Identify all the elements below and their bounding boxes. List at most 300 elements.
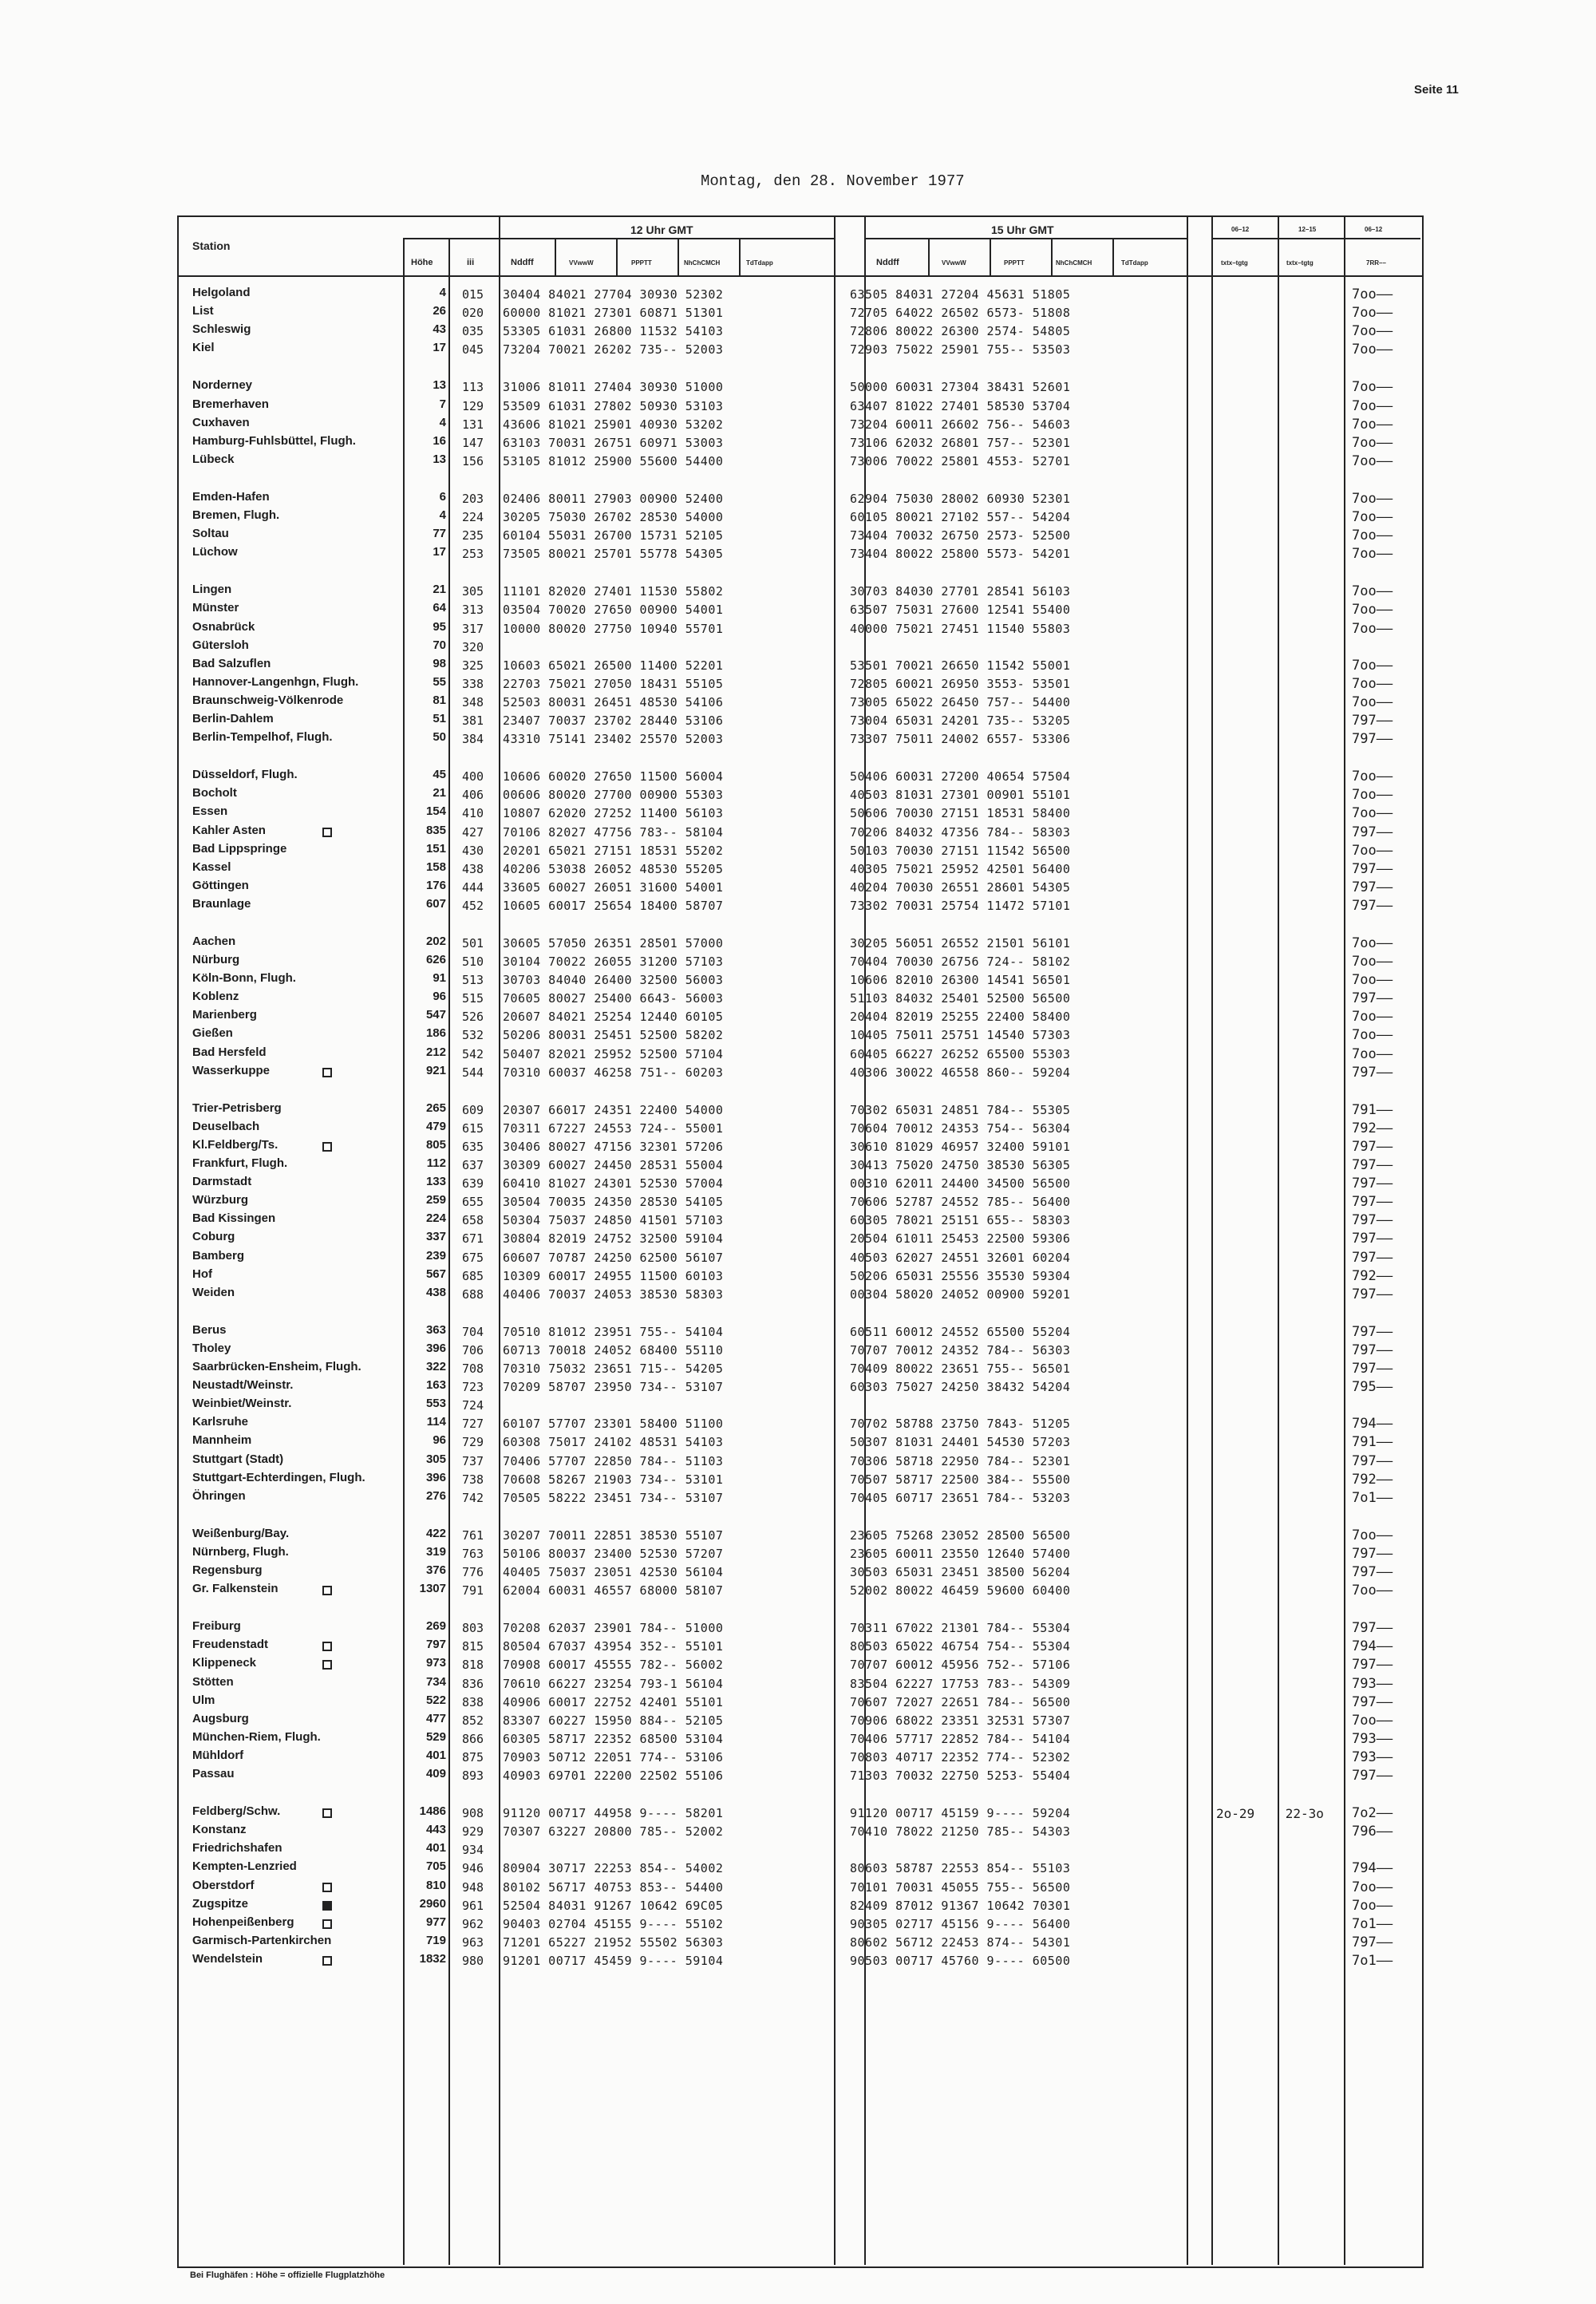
station-id: 129 [462,399,484,413]
observation-15-utc: 40503 62027 24551 32601 60204 [850,1251,1071,1265]
header-midline-left [403,238,499,239]
station-elevation: 13 [433,378,446,392]
table-row [0,1378,1596,1397]
station-elevation: 77 [433,527,446,540]
empty-square-icon [322,1642,332,1651]
observation-15-utc: 30610 81029 46957 32400 59101 [850,1140,1071,1154]
precipitation-group: 797–– [1352,1342,1393,1358]
station-elevation: 4 [439,508,446,522]
precipitation-group: 7oo–– [1352,1027,1393,1043]
precipitation-group: 797–– [1352,824,1393,840]
station-id: 542 [462,1047,484,1061]
table-row [0,322,1596,341]
observation-12-utc: 60000 81021 27301 60871 51301 [503,306,724,320]
station-name: Nürnberg, Flugh. [192,1545,289,1559]
header-nddff-12: Nddff [511,258,534,267]
subcol-line-8 [1112,238,1114,275]
precipitation-group: 7oo–– [1352,379,1393,395]
header-tx-tg-1: txtx–tgtg [1221,259,1248,267]
station-id: 961 [462,1899,484,1913]
station-elevation: 409 [425,1767,446,1780]
station-id: 929 [462,1824,484,1839]
table-row [0,1527,1596,1545]
station-elevation: 186 [425,1026,446,1040]
precipitation-group: 797–– [1352,1065,1393,1081]
table-row [0,1120,1596,1138]
station-name: Kl.Feldberg/Ts. [192,1138,279,1152]
observation-12-utc: 30406 80027 47156 32301 57206 [503,1140,724,1154]
header-ppptt-15: PPPTT [1004,259,1025,267]
table-row [0,657,1596,675]
table-row [0,1545,1596,1563]
observation-12-utc: 80904 30717 22253 854-- 54002 [503,1861,724,1875]
observation-12-utc: 71201 65227 21952 55502 56303 [503,1935,724,1950]
precipitation-group: 7oo–– [1352,602,1393,618]
observation-12-utc: 30205 75030 26702 28530 54000 [503,510,724,524]
precipitation-group: 797–– [1352,1657,1393,1673]
observation-15-utc: 73006 70022 25801 4553- 52701 [850,454,1071,468]
table-row [0,1656,1596,1674]
station-elevation: 401 [425,1841,446,1855]
observation-12-utc: 70608 58267 21903 734-- 53101 [503,1472,724,1487]
filled-square-icon [322,1901,332,1911]
observation-12-utc: 60305 58717 22352 68500 53104 [503,1732,724,1746]
table-row [0,378,1596,397]
table-row [0,583,1596,601]
station-elevation: 396 [425,1342,446,1355]
observation-15-utc: 73204 60011 26602 756-- 54603 [850,417,1071,432]
observation-12-utc: 70106 82027 47756 783-- 58104 [503,825,724,840]
precipitation-group: 7oo–– [1352,658,1393,674]
station-elevation: 6 [439,490,446,504]
table-row [0,1489,1596,1508]
station-id: 113 [462,380,484,394]
station-id: 791 [462,1583,484,1598]
station-id: 934 [462,1843,484,1857]
precipitation-group: 7oo–– [1352,805,1393,821]
station-elevation: 43 [433,322,446,336]
station-id: 203 [462,492,484,506]
station-elevation: 547 [425,1008,446,1022]
observation-12-utc: 20201 65021 27151 18531 55202 [503,844,724,858]
station-elevation: 81 [433,694,446,707]
station-elevation: 705 [425,1859,446,1873]
observation-12-utc: 60107 57707 23301 58400 51100 [503,1417,724,1431]
observation-15-utc: 70409 80022 23651 755-- 56501 [850,1361,1071,1376]
station-elevation: 212 [425,1045,446,1059]
precipitation-group: 7oo–– [1352,509,1393,525]
precipitation-group: 7oo–– [1352,583,1393,599]
station-name: Hohenpeißenberg [192,1915,294,1929]
station-name: Bad Hersfeld [192,1045,267,1059]
precipitation-group: 797–– [1352,1250,1393,1266]
observation-12-utc: 62004 60031 46557 68000 58107 [503,1583,724,1598]
header-midline-15 [864,238,1187,239]
station-name: Köln-Bonn, Flugh. [192,971,296,985]
station-id: 738 [462,1472,484,1487]
observation-15-utc: 73302 70031 25754 11472 57101 [850,899,1071,913]
observation-15-utc: 30413 75020 24750 38530 56305 [850,1158,1071,1172]
station-elevation: 98 [433,657,446,670]
station-id: 980 [462,1954,484,1968]
station-name: Stuttgart-Echterdingen, Flugh. [192,1471,365,1484]
precipitation-group: 7oo–– [1352,453,1393,469]
observation-12-utc: 40406 70037 24053 38530 58303 [503,1287,724,1302]
station-id: 875 [462,1750,484,1765]
station-elevation: 522 [425,1693,446,1707]
observation-15-utc: 70406 57717 22852 784-- 54104 [850,1732,1071,1746]
station-name: Kahler Asten [192,824,266,837]
precipitation-group: 7oo–– [1352,694,1393,710]
station-elevation: 396 [425,1471,446,1484]
station-id: 635 [462,1140,484,1154]
observation-12-utc: 10807 62020 27252 11400 56103 [503,806,724,820]
station-name: Soltau [192,527,229,540]
observation-12-utc: 03504 70020 27650 00900 54001 [503,603,724,617]
observation-15-utc: 70405 60717 23651 784-- 53203 [850,1491,1071,1505]
observation-15-utc: 20504 61011 25453 22500 59306 [850,1231,1071,1246]
observation-12-utc: 00606 80020 27700 00900 55303 [503,788,724,802]
table-row [0,1064,1596,1082]
station-elevation: 95 [433,620,446,634]
observation-12-utc: 60410 81027 24301 52530 57004 [503,1176,724,1191]
precipitation-group: 7oo–– [1352,621,1393,637]
observation-15-utc: 73005 65022 26450 757-- 54400 [850,695,1071,709]
observation-15-utc: 10405 75011 25751 14540 57303 [850,1028,1071,1042]
station-id: 035 [462,324,484,338]
observation-12-utc: 43310 75141 23402 25570 52003 [503,732,724,746]
observation-15-utc: 60405 66227 26252 65500 55303 [850,1047,1071,1061]
observation-12-utc: 30703 84040 26400 32500 56003 [503,973,724,987]
observation-15-utc: 40305 75021 25952 42501 56400 [850,862,1071,876]
observation-15-utc: 70906 68022 23351 32531 57307 [850,1713,1071,1728]
precipitation-group: 791–– [1352,1434,1393,1450]
observation-12-utc: 30404 84021 27704 30930 52302 [503,287,724,302]
table-row [0,1415,1596,1433]
station-name: Darmstadt [192,1175,252,1188]
precipitation-group: 797–– [1352,898,1393,914]
station-name: Bremen, Flugh. [192,508,280,522]
header-nhchcmch-12: NhChCMCH [684,259,721,267]
precipitation-group: 7oo–– [1352,1046,1393,1062]
observation-15-utc: 73404 80022 25800 5573- 54201 [850,547,1071,561]
table-row [0,1286,1596,1304]
observation-15-utc: 73404 70032 26750 2573- 52500 [850,528,1071,543]
station-id: 384 [462,732,484,746]
station-name: Lüchow [192,545,238,559]
observation-12-utc: 53509 61031 27802 50930 53103 [503,399,724,413]
precipitation-group: 7o1–– [1352,1490,1393,1506]
precipitation-group: 7oo–– [1352,1009,1393,1025]
observation-12-utc: 63103 70031 26751 60971 53003 [503,436,724,450]
table-row [0,935,1596,953]
observation-15-utc: 70302 65031 24851 784-- 55305 [850,1103,1071,1117]
precipitation-group: 797–– [1352,1564,1393,1580]
table-row [0,1934,1596,1952]
observation-12-utc: 90403 02704 45155 9---- 55102 [503,1917,724,1931]
station-id: 761 [462,1528,484,1543]
observation-12-utc: 80504 67037 43954 352-- 55101 [503,1639,724,1654]
page-number: Seite 11 [1414,83,1459,97]
station-id: 452 [462,899,484,913]
station-id: 946 [462,1861,484,1875]
empty-square-icon [322,828,332,837]
station-id: 045 [462,342,484,357]
observation-15-utc: 30205 56051 26552 21501 56101 [850,936,1071,950]
station-name: Lingen [192,583,232,596]
observation-15-utc: 82409 87012 91367 10642 70301 [850,1899,1071,1913]
precipitation-group: 7o1–– [1352,1916,1393,1932]
precipitation-group: 797–– [1352,731,1393,747]
precipitation-group: 797–– [1352,1286,1393,1302]
station-id: 224 [462,510,484,524]
station-name: Stuttgart (Stadt) [192,1452,284,1466]
table-row [0,1211,1596,1230]
table-row [0,971,1596,990]
precipitation-group: 793–– [1352,1676,1393,1692]
header-nhchcmch-15: NhChCMCH [1056,259,1092,267]
station-name: Aachen [192,935,236,948]
observation-12-utc: 22703 75021 27050 18431 55105 [503,677,724,691]
observation-15-utc: 70410 78022 21250 785-- 54303 [850,1824,1071,1839]
observation-12-utc: 50106 80037 23400 52530 57207 [503,1547,724,1561]
precipitation-group: 7oo–– [1352,435,1393,451]
station-name: Emden-Hafen [192,490,270,504]
observation-12-utc: 52504 84031 91267 10642 69C05 [503,1899,724,1913]
table-row [0,508,1596,527]
station-name: Weiden [192,1286,235,1299]
station-name: München-Riem, Flugh. [192,1730,321,1744]
station-elevation: 269 [425,1619,446,1633]
observation-12-utc: 70307 63227 20800 785-- 52002 [503,1824,724,1839]
observation-12-utc: 10603 65021 26500 11400 52201 [503,658,724,673]
station-name: Tholey [192,1342,231,1355]
table-row [0,304,1596,322]
observation-12-utc: 10000 80020 27750 10940 55701 [503,622,724,636]
table-row [0,416,1596,434]
table-row [0,1193,1596,1211]
station-elevation: 810 [425,1879,446,1892]
header-period-06-12b: 06–12 [1365,226,1383,233]
table-row [0,1767,1596,1785]
header-divider [177,275,1422,277]
precipitation-group: 7oo–– [1352,305,1393,321]
station-elevation: 363 [425,1323,446,1337]
observation-15-utc: 72805 60021 26950 3553- 53501 [850,677,1071,691]
station-name: Mühldorf [192,1749,244,1762]
station-elevation: 1307 [419,1582,446,1595]
precipitation-group: 797–– [1352,1176,1393,1192]
table-row [0,1342,1596,1360]
station-elevation: 4 [439,286,446,299]
station-name: Bad Salzuflen [192,657,271,670]
table-row [0,1452,1596,1471]
subcol-line-7 [1051,238,1053,275]
station-elevation: 973 [425,1656,446,1670]
table-row [0,1897,1596,1915]
precipitation-group: 7oo–– [1352,787,1393,803]
station-name: Schleswig [192,322,251,336]
page-title: Montag, den 28. November 1977 [701,172,965,190]
observation-15-utc: 73004 65031 24201 735-- 53205 [850,713,1071,728]
observation-15-utc: 30503 65031 23451 38500 56204 [850,1565,1071,1579]
observation-12-utc: 60607 70787 24250 62500 56107 [503,1251,724,1265]
station-elevation: 1832 [419,1952,446,1966]
observation-12-utc: 33605 60027 26051 31600 54001 [503,880,724,895]
observation-12-utc: 20307 66017 24351 22400 54000 [503,1103,724,1117]
observation-12-utc: 70208 62037 23901 784-- 51000 [503,1621,724,1635]
precipitation-group: 793–– [1352,1749,1393,1765]
empty-square-icon [322,1586,332,1595]
table-row [0,527,1596,545]
observation-15-utc: 70606 52787 24552 785-- 56400 [850,1195,1071,1209]
header-midline-right [1211,238,1420,239]
observation-15-utc: 52002 80022 46459 59600 60400 [850,1583,1071,1598]
table-row [0,1045,1596,1064]
table-row [0,490,1596,508]
subcol-line-6 [990,238,991,275]
observation-12-utc: 70605 80027 25400 6643- 56003 [503,991,724,1006]
observation-12-utc: 10606 60020 27650 11500 56004 [503,769,724,784]
observation-15-utc: 70803 40717 22352 774-- 52302 [850,1750,1071,1765]
station-id: 948 [462,1880,484,1895]
observation-12-utc: 70311 67227 24553 724-- 55001 [503,1121,724,1136]
table-row [0,1230,1596,1248]
table-row [0,1712,1596,1730]
station-elevation: 567 [425,1267,446,1281]
table-row [0,730,1596,749]
station-name: Münster [192,601,239,615]
observation-15-utc: 50307 81031 24401 54530 57203 [850,1435,1071,1449]
table-row [0,1823,1596,1841]
station-elevation: 401 [425,1749,446,1762]
precipitation-group: 7oo–– [1352,954,1393,970]
station-name: Bocholt [192,786,237,800]
precipitation-group: 7oo–– [1352,676,1393,692]
station-elevation: 805 [425,1138,446,1152]
header-period-06-12: 06–12 [1231,226,1250,233]
station-id: 776 [462,1565,484,1579]
observation-15-utc: 70707 60012 45956 752-- 57106 [850,1658,1071,1672]
observation-15-utc: 62904 75030 28002 60930 52301 [850,492,1071,506]
header-rr: 7RR–– [1366,259,1386,267]
observation-15-utc: 73106 62032 26801 757-- 52301 [850,436,1071,450]
observation-15-utc: 40503 81031 27301 00901 55101 [850,788,1071,802]
precipitation-group: 7oo–– [1352,546,1393,562]
observation-12-utc: 70510 81012 23951 755-- 54104 [503,1325,724,1339]
table-row [0,341,1596,359]
precipitation-group: 7oo–– [1352,323,1393,339]
table-row [0,1323,1596,1342]
observation-15-utc: 50406 60031 27200 40654 57504 [850,769,1071,784]
table-row [0,453,1596,471]
station-id: 532 [462,1028,484,1042]
station-id: 338 [462,677,484,691]
station-elevation: 4 [439,416,446,429]
precipitation-group: 797–– [1352,713,1393,729]
station-id: 020 [462,306,484,320]
station-id: 015 [462,287,484,302]
observation-15-utc: 70507 58717 22500 384-- 55500 [850,1472,1071,1487]
station-name: Braunschweig-Völkenrode [192,694,344,707]
station-name: Cuxhaven [192,416,250,429]
observation-12-utc: 70209 58707 23950 734-- 53107 [503,1380,724,1394]
observation-12-utc: 50407 82021 25952 52500 57104 [503,1047,724,1061]
station-id: 818 [462,1658,484,1672]
observation-12-utc: 30207 70011 22851 38530 55107 [503,1528,724,1543]
station-elevation: 13 [433,453,446,466]
station-elevation: 259 [425,1193,446,1207]
station-name: Gütersloh [192,638,249,652]
station-name: Karlsruhe [192,1415,249,1429]
subcol-line-2 [616,238,618,275]
header-vvwww-15: VVwwW [942,259,966,267]
station-name: Coburg [192,1230,235,1243]
station-elevation: 719 [425,1934,446,1947]
observation-15-utc: 20404 82019 25255 22400 58400 [850,1010,1071,1024]
table-row [0,434,1596,453]
header-tx-tg-2: txtx–tgtg [1286,259,1314,267]
empty-square-icon [322,1142,332,1152]
observation-12-utc: 91120 00717 44958 9---- 58201 [503,1806,724,1820]
station-elevation: 26 [433,304,446,318]
precipitation-group: 797–– [1352,990,1393,1006]
precipitation-group: 7oo–– [1352,843,1393,859]
observation-12-utc: 53305 61031 26800 11532 54103 [503,324,724,338]
station-name: Hamburg-Fuhlsbüttel, Flugh. [192,434,356,448]
station-elevation: 112 [426,1156,446,1170]
empty-square-icon [322,1919,332,1929]
station-name: Regensburg [192,1563,263,1577]
table-row [0,786,1596,804]
station-name: Oberstdorf [192,1879,255,1892]
precipitation-group: 7oo–– [1352,1583,1393,1599]
precipitation-group: 791–– [1352,1102,1393,1118]
observation-12-utc: 30804 82019 24752 32500 59104 [503,1231,724,1246]
observation-12-utc: 70908 60017 45555 782-- 56002 [503,1658,724,1672]
observation-12-utc: 30309 60027 24450 28531 55004 [503,1158,724,1172]
subcol-line-5 [928,238,930,275]
observation-12-utc: 40405 75037 23051 42530 56104 [503,1565,724,1579]
observation-15-utc: 73307 75011 24002 6557- 53306 [850,732,1071,746]
observation-15-utc: 83504 62227 17753 783-- 54309 [850,1677,1071,1691]
station-id: 908 [462,1806,484,1820]
precipitation-group: 795–– [1352,1379,1393,1395]
station-elevation: 96 [433,1433,446,1447]
station-id: 406 [462,788,484,802]
station-id: 510 [462,954,484,969]
station-elevation: 529 [425,1730,446,1744]
station-id: 655 [462,1195,484,1209]
header-ppptt-12: PPPTT [631,259,652,267]
station-elevation: 202 [425,935,446,948]
station-id: 962 [462,1917,484,1931]
temperature-extremes: 2o-29 22-3o [1216,1806,1324,1821]
station-name: Helgoland [192,286,251,299]
station-id: 513 [462,973,484,987]
table-row [0,1563,1596,1582]
table-row [0,1841,1596,1859]
station-name: Freudenstadt [192,1638,269,1651]
station-id: 438 [462,862,484,876]
precipitation-group: 7oo–– [1352,1527,1393,1543]
table-row [0,824,1596,842]
station-elevation: 114 [426,1415,446,1429]
observation-12-utc: 10309 60017 24955 11500 60103 [503,1269,724,1283]
station-id: 501 [462,936,484,950]
observation-15-utc: 51103 84032 25401 52500 56500 [850,991,1071,1006]
station-elevation: 734 [425,1675,446,1689]
